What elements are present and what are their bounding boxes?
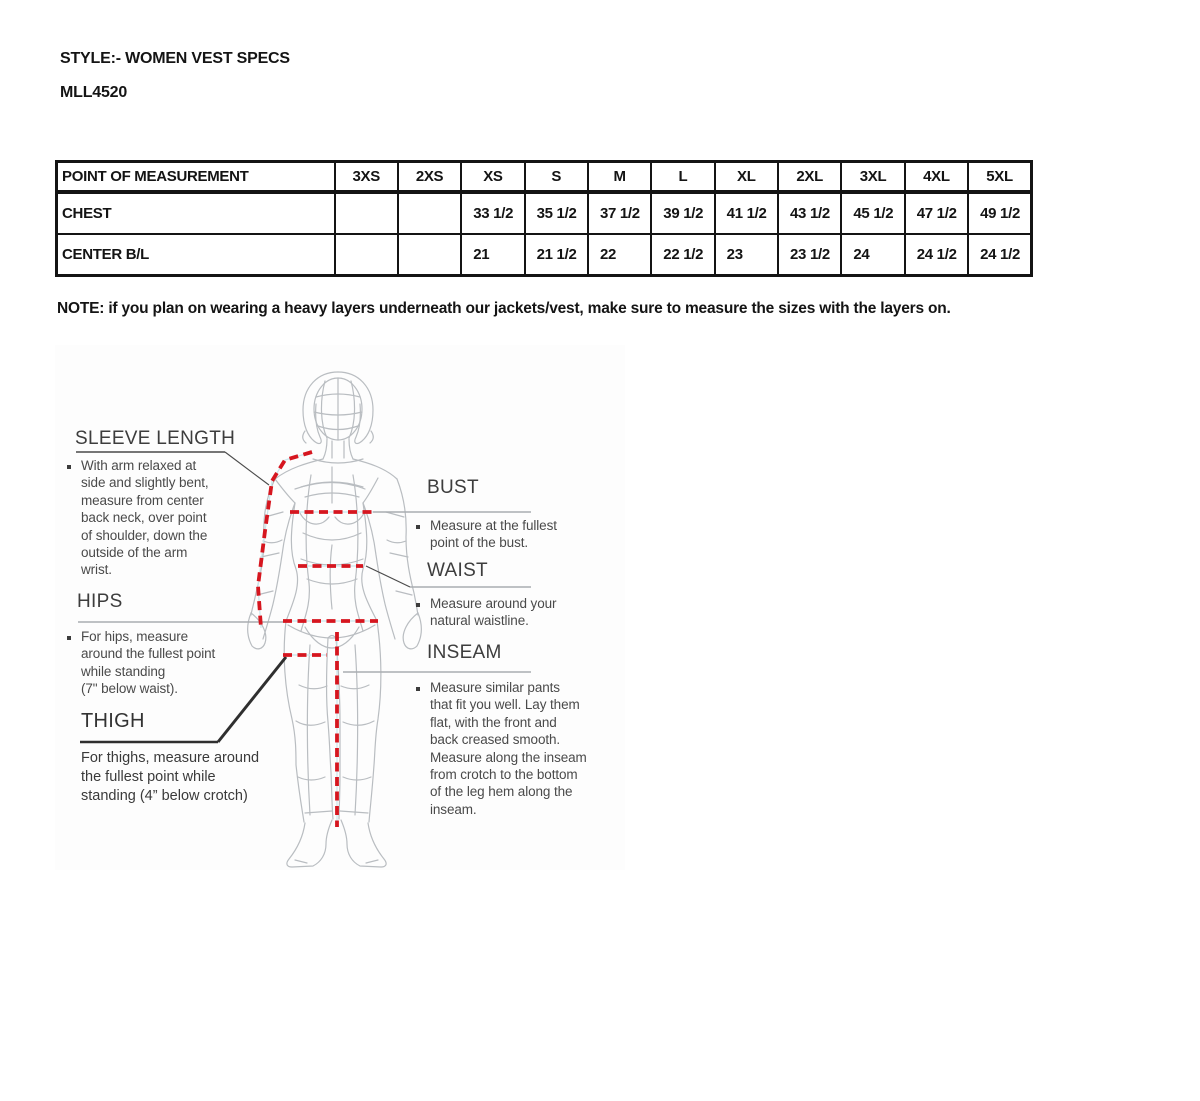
cell: 41 1/2	[715, 192, 778, 234]
col-header-3xl: 3XL	[841, 162, 904, 193]
text-line: wrist.	[81, 562, 112, 578]
text-line: standing (4” below crotch)	[81, 788, 248, 804]
text-line: around the fullest point	[81, 646, 216, 662]
table-row-chest	[57, 192, 1032, 234]
text-line: For hips, measure	[81, 629, 189, 644]
text-line: point of the bust.	[430, 535, 529, 551]
cell: 47 1/2	[905, 192, 968, 234]
text-line: Measure similar pants	[430, 680, 560, 695]
text-line: inseam.	[430, 801, 477, 817]
thigh-heading: THIGH	[81, 710, 145, 732]
col-header-2xs: 2XS	[398, 162, 461, 193]
col-header-xs: XS	[461, 162, 524, 193]
hips-heading: HIPS	[77, 591, 123, 612]
text-line: back creased smooth.	[430, 732, 561, 748]
document-header	[60, 50, 290, 102]
cell: 49 1/2	[968, 192, 1031, 234]
cell	[398, 192, 461, 234]
cell	[398, 234, 461, 276]
text-line: outside of the arm	[81, 545, 188, 561]
text-line: flat, with the front and	[430, 714, 557, 730]
col-header-point-of-measurement: POINT OF MEASUREMENT	[57, 162, 335, 193]
col-header-4xl: 4XL	[905, 162, 968, 193]
text-line: Measure along the inseam	[430, 749, 587, 765]
table-header-row	[57, 162, 1032, 193]
text-line: With arm relaxed at	[81, 458, 197, 473]
col-header-l: L	[651, 162, 714, 193]
cell	[335, 192, 398, 234]
text-line: of the leg hem along the	[430, 784, 573, 800]
text-line: the fullest point while	[81, 769, 216, 785]
thigh-description	[81, 749, 259, 806]
text-line: while standing	[81, 663, 166, 679]
size-spec-table	[55, 160, 1033, 277]
style-code: MLL4520	[60, 84, 128, 101]
table-row-center-bl	[57, 234, 1032, 276]
inseam-description	[430, 679, 587, 818]
sleeve-length-description	[81, 457, 209, 579]
text-line: side and slightly bent,	[81, 475, 209, 491]
cell: 21 1/2	[525, 234, 588, 276]
text-line: natural waistline.	[430, 613, 529, 629]
waist-description	[430, 595, 556, 630]
cell: 37 1/2	[588, 192, 651, 234]
cell: 45 1/2	[841, 192, 904, 234]
col-header-2xl: 2XL	[778, 162, 841, 193]
measure-lines	[258, 452, 378, 827]
cell: 23 1/2	[778, 234, 841, 276]
measure-underlay-lines	[258, 452, 378, 827]
bullet-square	[416, 603, 420, 607]
bust-heading: BUST	[427, 477, 479, 498]
col-header-3xs: 3XS	[335, 162, 398, 193]
bullet-square	[67, 465, 71, 469]
bullet-square	[416, 525, 420, 529]
cell: 39 1/2	[651, 192, 714, 234]
style-title: STYLE:- WOMEN VEST SPECS	[60, 50, 290, 67]
text-line: back neck, over point	[81, 510, 207, 526]
text-line: Measure at the fullest	[430, 518, 557, 533]
cell: 24 1/2	[968, 234, 1031, 276]
text-line: Measure around your	[430, 596, 557, 611]
cell: 22	[588, 234, 651, 276]
inseam-heading: INSEAM	[427, 642, 502, 663]
col-header-s: S	[525, 162, 588, 193]
text-line: that fit you well. Lay them	[430, 697, 580, 713]
cell: 23	[715, 234, 778, 276]
row-label: CHEST	[57, 192, 335, 234]
cell: 24	[841, 234, 904, 276]
col-header-5xl: 5XL	[968, 162, 1031, 193]
cell: 43 1/2	[778, 192, 841, 234]
cell	[335, 234, 398, 276]
col-header-m: M	[588, 162, 651, 193]
row-label: CENTER B/L	[57, 234, 335, 276]
text-line: For thighs, measure around	[81, 750, 260, 766]
bust-description	[430, 517, 557, 552]
bullet-square	[67, 636, 71, 640]
cell: 24 1/2	[905, 234, 968, 276]
cell: 33 1/2	[461, 192, 524, 234]
cell: 35 1/2	[525, 192, 588, 234]
sleeve-measure-line	[258, 452, 312, 628]
text-line: (7" below waist).	[81, 681, 178, 697]
waist-heading: WAIST	[427, 560, 488, 581]
text-line: of shoulder, down the	[81, 527, 208, 543]
col-header-xl: XL	[715, 162, 778, 193]
cell: 22 1/2	[651, 234, 714, 276]
text-line: from crotch to the bottom	[430, 767, 578, 783]
cell: 21	[461, 234, 524, 276]
bullet-square	[416, 687, 420, 691]
hips-description	[81, 628, 215, 698]
text-line: measure from center	[81, 492, 204, 508]
note-text: NOTE: if you plan on wearing a heavy layers underneath our jackets/vest, make sure to measure the sizes with the layers on.	[57, 300, 951, 317]
sleeve-length-heading: SLEEVE LENGTH	[75, 428, 236, 449]
measurement-diagram	[55, 345, 625, 870]
